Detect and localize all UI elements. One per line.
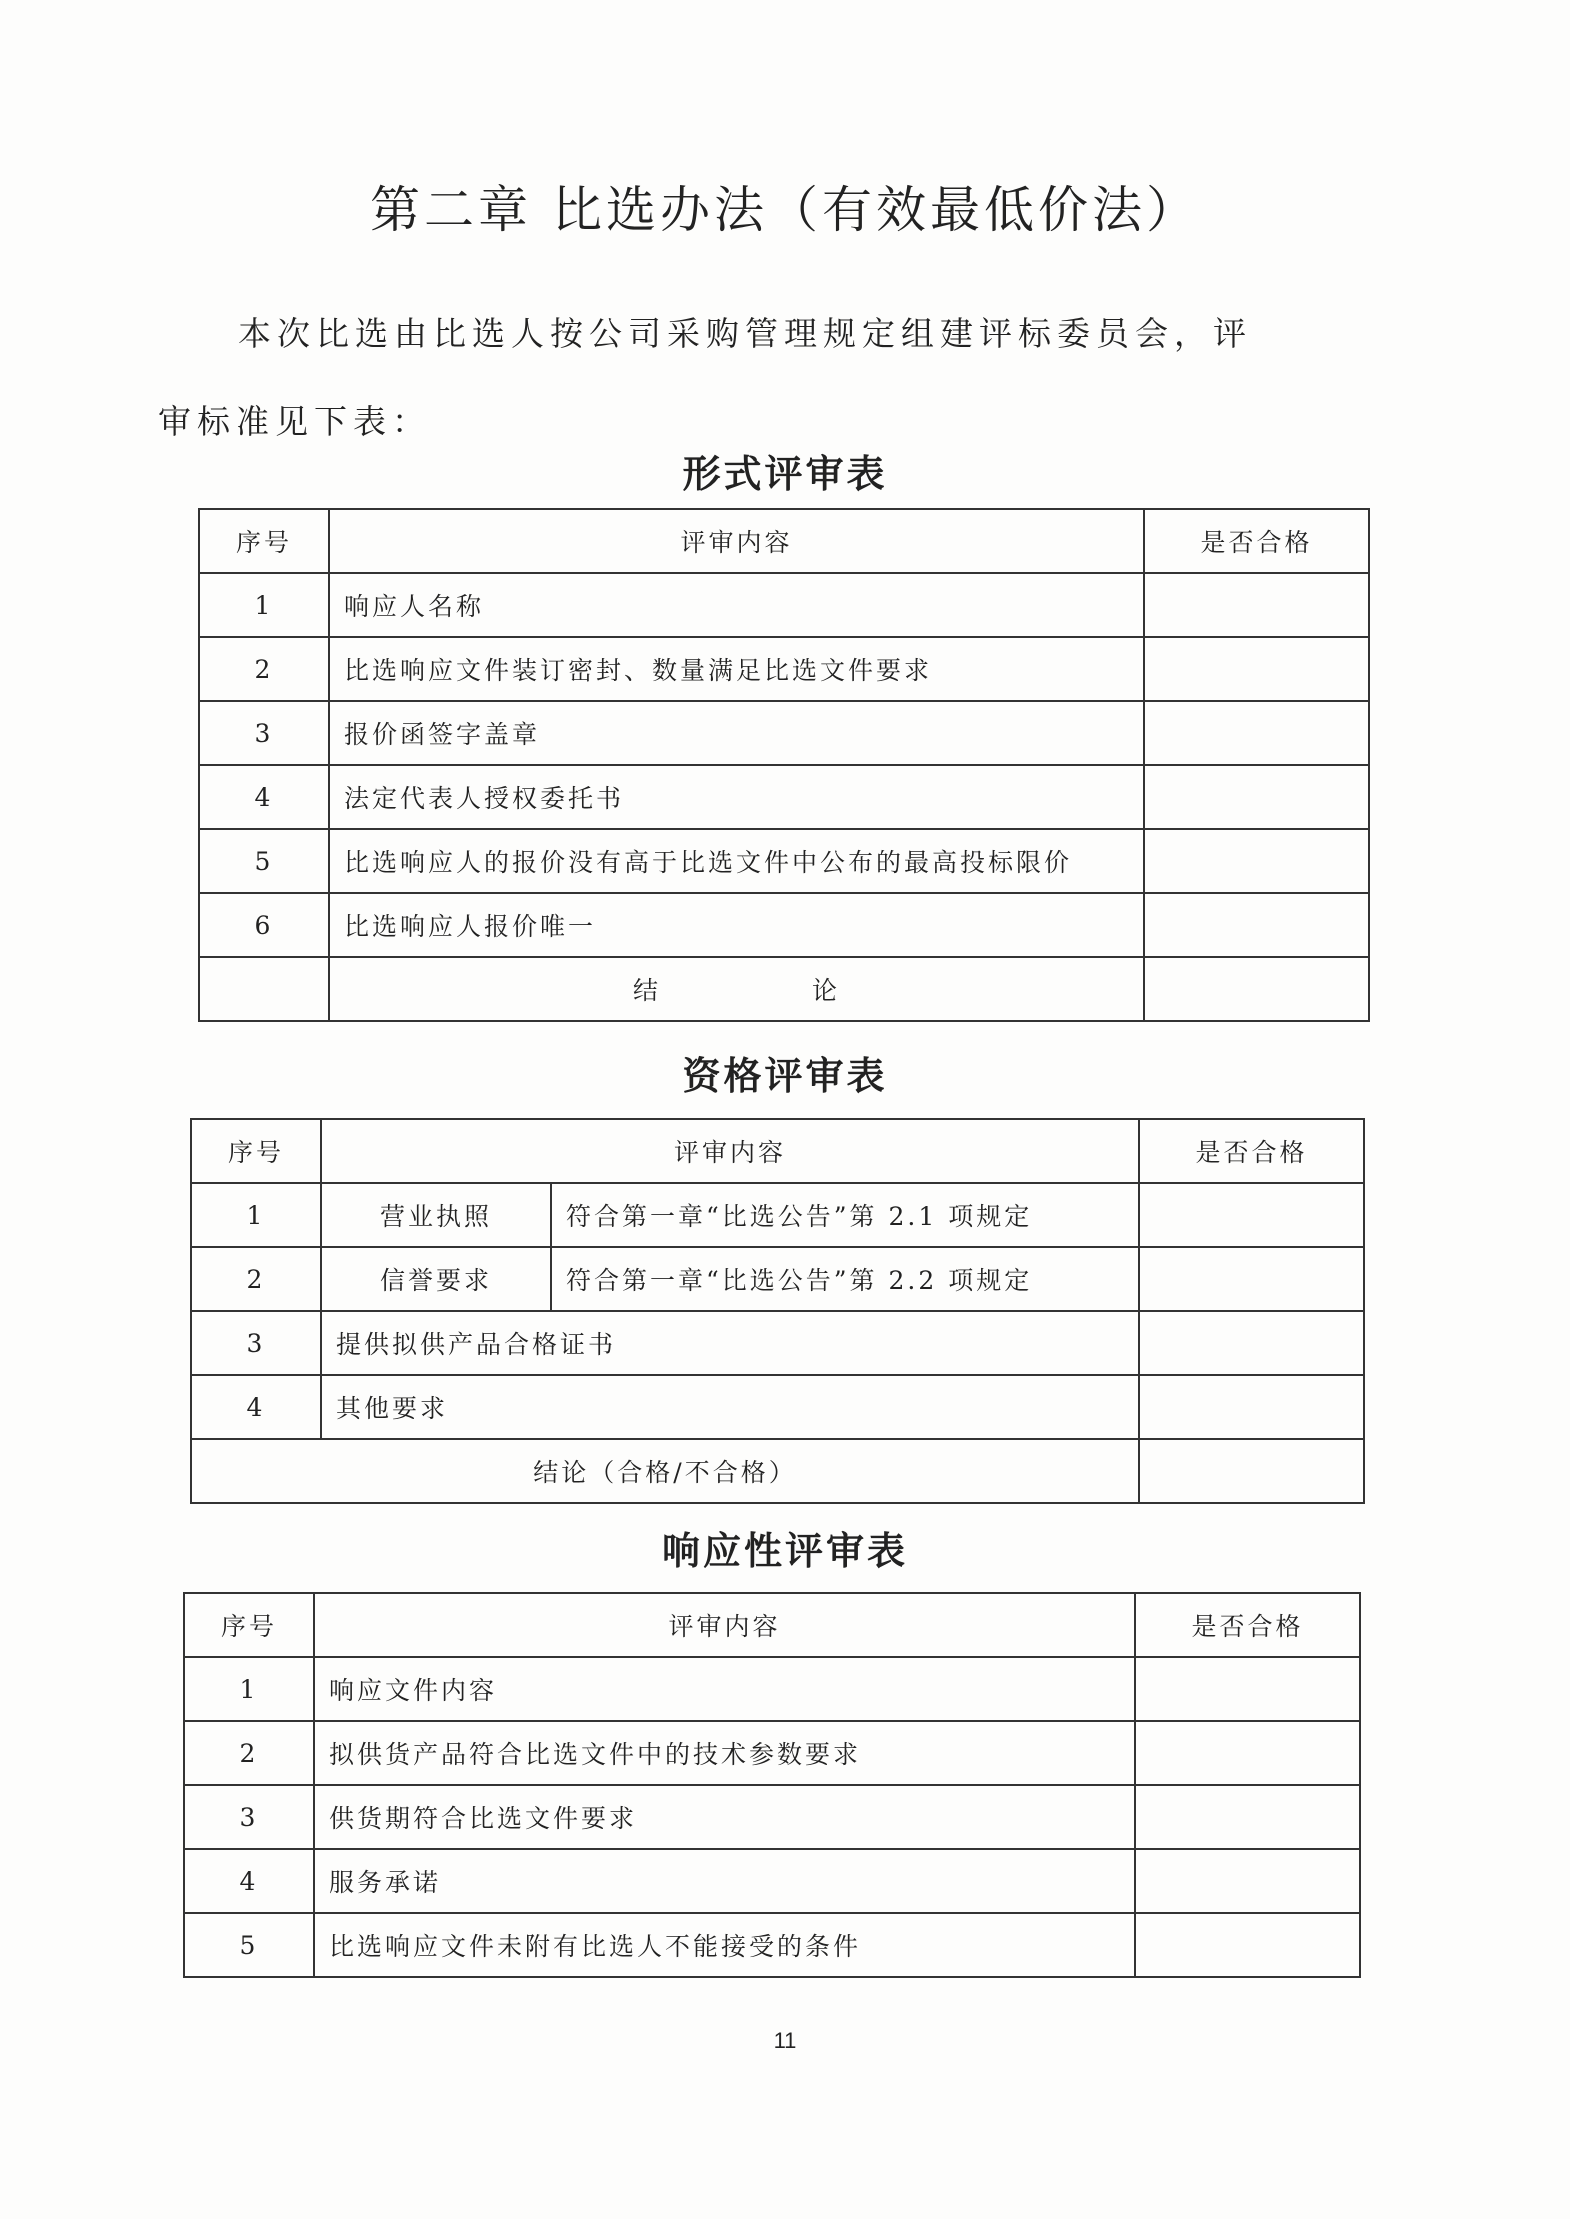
conclusion-pass xyxy=(1139,1439,1364,1503)
table-row xyxy=(191,1247,1364,1311)
row-content: 比选响应人报价唯一 xyxy=(329,893,1144,957)
conclusion-row xyxy=(191,1439,1364,1503)
row-no: 5 xyxy=(199,829,329,893)
row-content: 响应文件内容 xyxy=(314,1657,1135,1721)
header-no: 序号 xyxy=(191,1119,321,1183)
form-review-table xyxy=(198,508,1370,1022)
form-review-title: 形式评审表 xyxy=(682,451,888,496)
header-content: 评审内容 xyxy=(314,1593,1135,1657)
header-content: 评审内容 xyxy=(321,1119,1139,1183)
row-pass xyxy=(1139,1247,1364,1311)
qualification-review-title: 资格评审表 xyxy=(682,1053,888,1098)
table-row xyxy=(191,1311,1364,1375)
table-row xyxy=(199,765,1369,829)
row-pass xyxy=(1144,765,1369,829)
row-no: 3 xyxy=(184,1785,314,1849)
conclusion-row xyxy=(199,957,1369,1021)
header-no: 序号 xyxy=(184,1593,314,1657)
header-pass: 是否合格 xyxy=(1139,1119,1364,1183)
table-row xyxy=(199,573,1369,637)
table-header-row xyxy=(199,509,1369,573)
responsiveness-review-table xyxy=(183,1592,1361,1978)
chapter-title: 第二章 比选办法（有效最低价法） xyxy=(370,181,1200,239)
intro-paragraph: 本次比选由比选人按公司采购管理规定组建评标委员会，评审标准见下表： xyxy=(158,314,1252,441)
row-no: 1 xyxy=(184,1657,314,1721)
row-no: 4 xyxy=(191,1375,321,1439)
table-row xyxy=(184,1721,1360,1785)
row-pass xyxy=(1135,1721,1360,1785)
row-content: 比选响应文件装订密封、数量满足比选文件要求 xyxy=(329,637,1144,701)
row-no: 6 xyxy=(199,893,329,957)
header-pass: 是否合格 xyxy=(1144,509,1369,573)
conclusion-label xyxy=(329,957,1144,1021)
row-requirement: 符合第一章“比选公告”第 2.2 项规定 xyxy=(551,1247,1139,1311)
header-content: 评审内容 xyxy=(329,509,1144,573)
table-header-row xyxy=(184,1593,1360,1657)
table-row xyxy=(184,1785,1360,1849)
row-pass xyxy=(1139,1183,1364,1247)
row-content: 拟供货产品符合比选文件中的技术参数要求 xyxy=(314,1721,1135,1785)
row-no: 3 xyxy=(191,1311,321,1375)
row-pass xyxy=(1144,573,1369,637)
row-no: 2 xyxy=(184,1721,314,1785)
conclusion-label: 结论（合格/不合格） xyxy=(191,1439,1139,1503)
row-pass xyxy=(1135,1657,1360,1721)
table-row xyxy=(199,701,1369,765)
row-item: 信誉要求 xyxy=(321,1247,551,1311)
qualification-review-table xyxy=(190,1118,1365,1504)
row-content: 供货期符合比选文件要求 xyxy=(314,1785,1135,1849)
responsiveness-review-title: 响应性评审表 xyxy=(661,1528,908,1573)
row-no: 1 xyxy=(199,573,329,637)
row-content: 提供拟供产品合格证书 xyxy=(321,1311,1139,1375)
table-row xyxy=(184,1849,1360,1913)
row-pass xyxy=(1144,701,1369,765)
row-content: 报价函签字盖章 xyxy=(329,701,1144,765)
row-no: 2 xyxy=(191,1247,321,1311)
row-item: 营业执照 xyxy=(321,1183,551,1247)
row-no: 2 xyxy=(199,637,329,701)
row-content: 其他要求 xyxy=(321,1375,1139,1439)
header-no: 序号 xyxy=(199,509,329,573)
row-content: 比选响应文件未附有比选人不能接受的条件 xyxy=(314,1913,1135,1977)
table-row xyxy=(191,1183,1364,1247)
table-row xyxy=(184,1913,1360,1977)
row-pass xyxy=(1135,1849,1360,1913)
row-no: 1 xyxy=(191,1183,321,1247)
table-row xyxy=(199,637,1369,701)
row-no: 4 xyxy=(184,1849,314,1913)
row-pass xyxy=(1144,637,1369,701)
row-pass xyxy=(1144,829,1369,893)
table-header-row xyxy=(191,1119,1364,1183)
conclusion-blank xyxy=(199,957,329,1021)
header-pass: 是否合格 xyxy=(1135,1593,1360,1657)
table-row xyxy=(184,1657,1360,1721)
row-no: 3 xyxy=(199,701,329,765)
table-row xyxy=(199,829,1369,893)
row-content: 响应人名称 xyxy=(329,573,1144,637)
row-content: 比选响应人的报价没有高于比选文件中公布的最高投标限价 xyxy=(329,829,1144,893)
conclusion-text: 结 论 xyxy=(633,976,840,1005)
row-content: 服务承诺 xyxy=(314,1849,1135,1913)
row-requirement: 符合第一章“比选公告”第 2.1 项规定 xyxy=(551,1183,1139,1247)
conclusion-pass xyxy=(1144,957,1369,1021)
page-number: 11 xyxy=(773,2028,797,2053)
row-pass xyxy=(1135,1913,1360,1977)
row-no: 4 xyxy=(199,765,329,829)
table-row xyxy=(199,893,1369,957)
row-pass xyxy=(1135,1785,1360,1849)
row-pass xyxy=(1139,1375,1364,1439)
row-no: 5 xyxy=(184,1913,314,1977)
table-row xyxy=(191,1375,1364,1439)
row-content: 法定代表人授权委托书 xyxy=(329,765,1144,829)
row-pass xyxy=(1139,1311,1364,1375)
row-pass xyxy=(1144,893,1369,957)
